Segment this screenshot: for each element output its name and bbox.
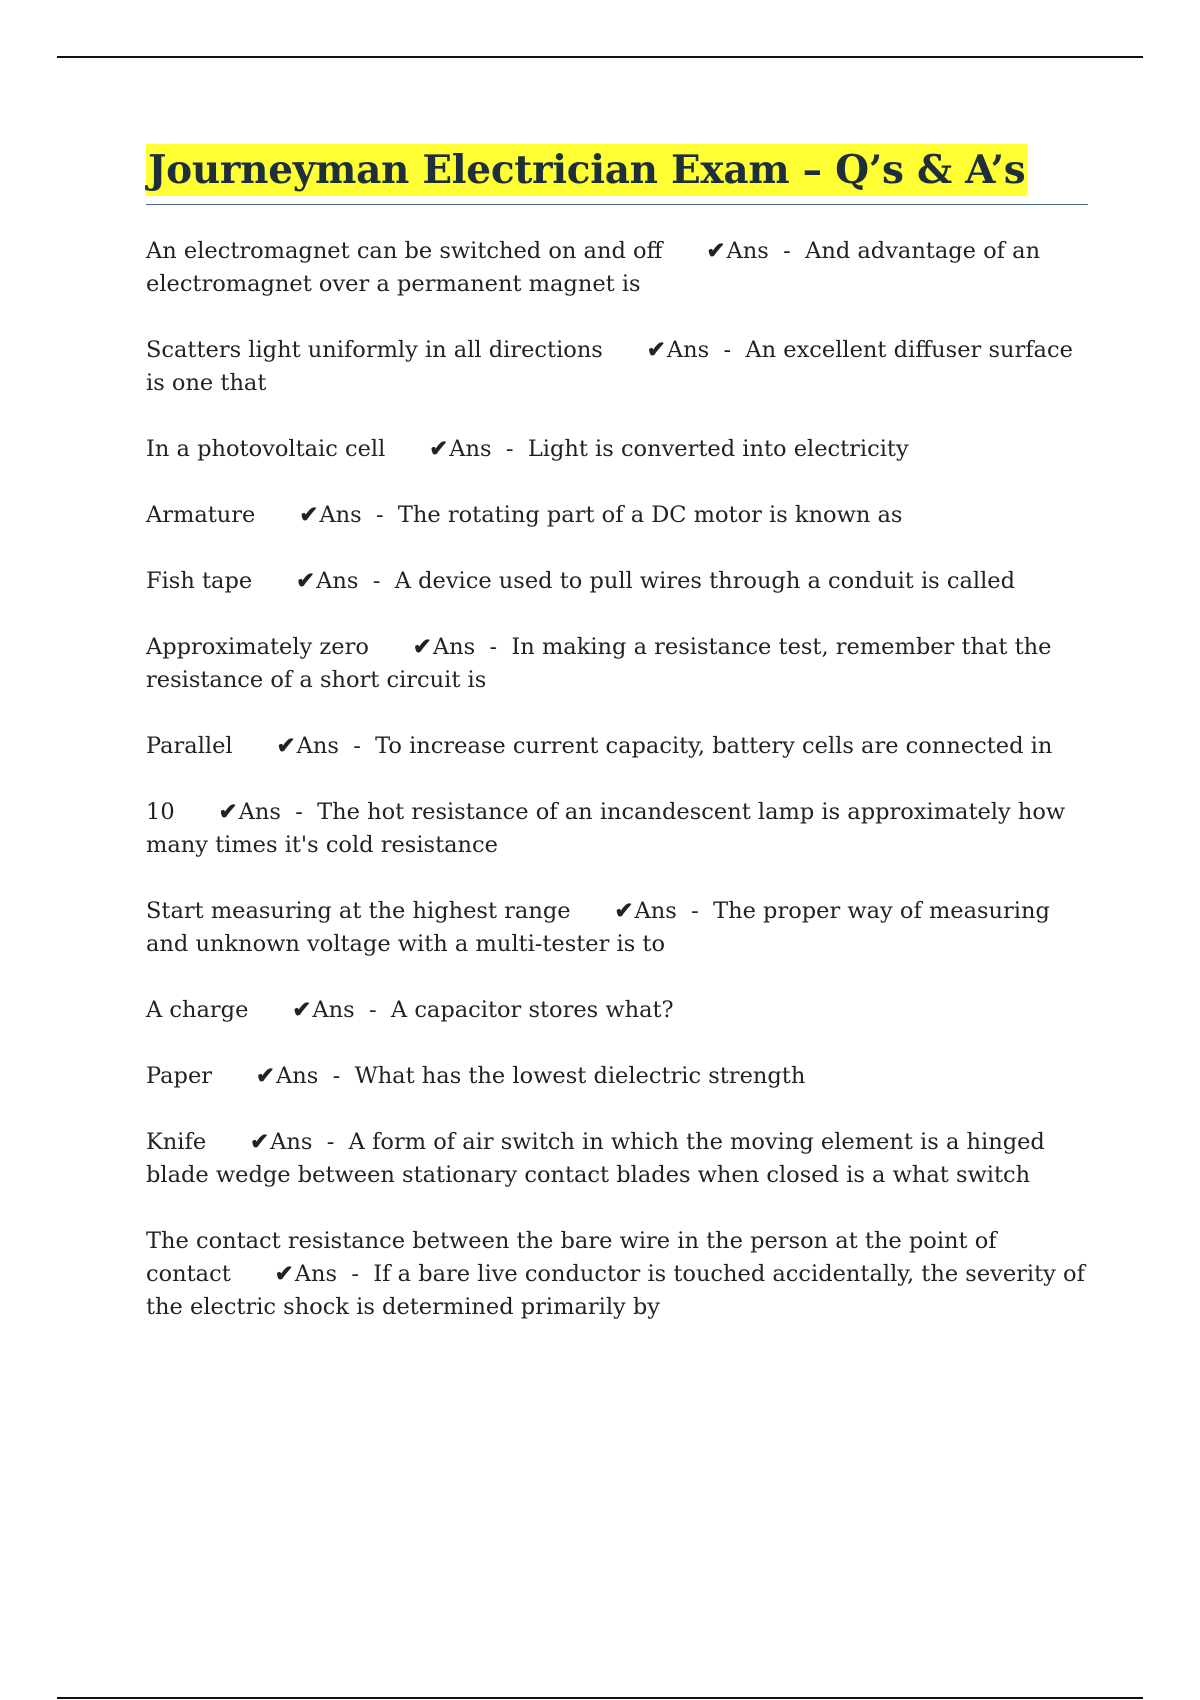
ans-separator: - — [783, 238, 791, 264]
ans-marker: Ans — [634, 898, 677, 924]
qa-answer: The contact resistance between the bare wire in the person at the point of contact — [146, 1228, 997, 1287]
ans-separator: - — [691, 898, 699, 924]
ans-separator: - — [351, 1261, 359, 1287]
ans-marker: Ans — [319, 502, 362, 528]
qa-item — [146, 334, 1088, 400]
ans-marker: Ans — [449, 436, 492, 462]
title-block — [146, 144, 1088, 205]
check-mark-icon: ✔ — [429, 436, 449, 462]
ans-marker: Ans — [276, 1063, 319, 1089]
qa-answer: Knife — [146, 1129, 207, 1155]
qa-item — [146, 1225, 1088, 1324]
qa-question: In making a resistance test, remember that the resistance of a short circuit is — [146, 634, 1052, 693]
qa-answer: A charge — [146, 997, 249, 1023]
ans-separator: - — [723, 337, 732, 363]
qa-item — [146, 433, 1088, 466]
check-mark-icon: ✔ — [412, 634, 432, 660]
ans-separator: - — [372, 568, 381, 594]
page-footer-rule — [57, 1697, 1143, 1699]
qa-item — [146, 1126, 1088, 1192]
ans-separator: - — [489, 634, 498, 660]
qa-question: What has the lowest dielectric strength — [354, 1063, 806, 1089]
qa-answer: Fish tape — [146, 568, 253, 594]
check-mark-icon: ✔ — [218, 799, 238, 825]
qa-question: And advantage of an electromagnet over a permanent magnet is — [146, 238, 1041, 297]
ans-marker: Ans — [666, 337, 710, 363]
check-mark-icon: ✔ — [296, 568, 316, 594]
qa-question: To increase current capacity, battery cells are connected in — [375, 733, 1053, 759]
page-header-rule — [57, 56, 1143, 58]
qa-answer: Scatters light uniformly in all directions — [146, 337, 603, 363]
qa-answer: Armature — [146, 502, 256, 528]
ans-marker: Ans — [238, 799, 281, 825]
qa-item — [146, 895, 1088, 961]
qa-answer: Paper — [146, 1063, 213, 1089]
check-mark-icon: ✔ — [276, 733, 296, 759]
qa-answer: Parallel — [146, 733, 233, 759]
ans-separator: - — [505, 436, 514, 462]
check-mark-icon: ✔ — [274, 1261, 294, 1287]
ans-marker: Ans — [312, 997, 355, 1023]
check-mark-icon: ✔ — [256, 1063, 275, 1089]
check-mark-icon: ✔ — [706, 238, 726, 264]
qa-question: A capacitor stores what? — [390, 997, 674, 1023]
qa-list — [146, 235, 1088, 1324]
ans-marker: Ans — [432, 634, 476, 660]
document-body — [146, 144, 1088, 1357]
check-mark-icon: ✔ — [292, 997, 312, 1023]
ans-separator: - — [332, 1063, 341, 1089]
qa-answer: An electromagnet can be switched on and off — [146, 238, 663, 264]
ans-marker: Ans — [294, 1261, 338, 1287]
qa-answer: Start measuring at the highest range — [146, 898, 571, 924]
check-mark-icon: ✔ — [614, 898, 634, 924]
qa-item — [146, 994, 1088, 1027]
qa-item — [146, 499, 1088, 532]
ans-separator: - — [353, 733, 361, 759]
ans-marker: Ans — [296, 733, 339, 759]
ans-separator: - — [295, 799, 303, 825]
qa-item — [146, 1060, 1088, 1093]
qa-item — [146, 235, 1088, 301]
qa-question: If a bare live conductor is touched accidentally, the severity of the electric shock is determined primarily by — [146, 1261, 1085, 1320]
ans-separator: - — [369, 997, 377, 1023]
ans-marker: Ans — [316, 568, 359, 594]
qa-question: The rotating part of a DC motor is known as — [397, 502, 903, 528]
check-mark-icon: ✔ — [646, 337, 666, 363]
qa-question: The proper way of measuring and unknown voltage with a multi-tester is to — [146, 898, 1050, 957]
qa-answer: In a photovoltaic cell — [146, 436, 386, 462]
ans-marker: Ans — [270, 1129, 313, 1155]
qa-item — [146, 565, 1088, 598]
qa-question: The hot resistance of an incandescent lamp is approximately how many times it's cold resistance — [146, 799, 1066, 858]
qa-question: Light is converted into electricity — [527, 436, 909, 462]
qa-question: An excellent diffuser surface is one that — [146, 337, 1073, 396]
check-mark-icon: ✔ — [299, 502, 319, 528]
qa-question: A device used to pull wires through a conduit is called — [394, 568, 1015, 594]
qa-item — [146, 730, 1088, 763]
qa-answer: Approximately zero — [146, 634, 369, 660]
document-title: Journeyman Electrician Exam – Q’s & A’s — [146, 144, 1027, 196]
qa-answer: 10 — [146, 799, 175, 825]
ans-separator: - — [375, 502, 384, 528]
ans-marker: Ans — [726, 238, 769, 264]
qa-item — [146, 796, 1088, 862]
qa-question: A form of air switch in which the moving element is a hinged blade wedge between stationary contact blades when closed is a what switch — [146, 1129, 1045, 1188]
ans-separator: - — [326, 1129, 335, 1155]
qa-item — [146, 631, 1088, 697]
check-mark-icon: ✔ — [250, 1129, 269, 1155]
